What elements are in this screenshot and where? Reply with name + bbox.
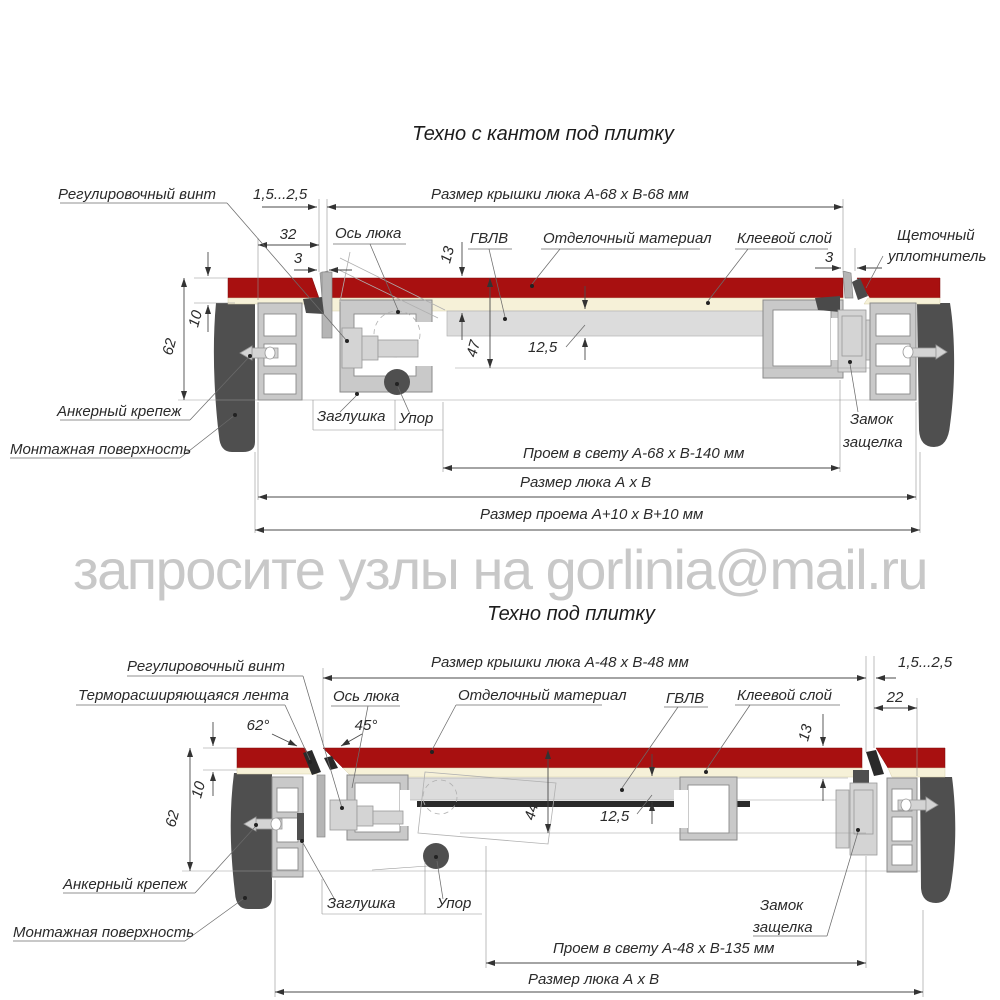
bottom-label-lock-1: Замок [760, 897, 804, 914]
bottom-label-stop: Упор [437, 895, 472, 912]
top-label-mounting-surface: Монтажная поверхность [10, 441, 192, 458]
top-hinge-profile [335, 252, 445, 395]
watermark-text: запросите узлы на gorlinia@mail.ru [72, 538, 928, 601]
bottom-label-clear-opening: Проем в свету А-48 х В-135 мм [553, 940, 775, 957]
bottom-label-gap: 1,5...2,5 [898, 654, 953, 671]
top-label-plug: Заглушка [317, 408, 386, 425]
bottom-dim-10: 10 [188, 779, 210, 801]
bottom-dim-62: 62 [162, 808, 184, 830]
top-label-lock-1: Замок [850, 411, 894, 428]
bottom-left-wall [231, 773, 272, 909]
bottom-tile-left [237, 748, 315, 768]
top-dim-32: 32 [279, 226, 297, 243]
bottom-label-finish-material: Отделочный материал [458, 687, 627, 704]
bottom-label-thermo-tape: Терморасширяющаяся лента [78, 687, 289, 704]
bottom-label-lock-2: защелка [753, 919, 813, 936]
bottom-label-cover-size: Размер крышки люка А-48 х В-48 мм [431, 654, 689, 671]
bottom-gvl-panel [407, 778, 683, 800]
top-tile-left [228, 278, 319, 298]
bottom-adhesive-lid [343, 768, 862, 777]
top-label-gvl: ГВЛВ [470, 230, 509, 247]
bottom-adhesive-right [888, 768, 945, 777]
top-label-lock-2: защелка [843, 434, 903, 451]
bottom-tile-right [876, 748, 945, 768]
bottom-label-mounting-surface: Монтажная поверхность [13, 924, 195, 941]
top-label-adjust-screw: Регулировочный винт [58, 186, 217, 203]
bottom-label-glue-layer: Клеевой слой [737, 687, 832, 704]
bottom-label-anchor: Анкерный крепеж [63, 876, 188, 893]
top-dim-12-5: 12,5 [528, 339, 558, 356]
bottom-labels [13, 654, 953, 988]
top-gvl-panel [447, 311, 768, 336]
top-diagram [10, 123, 986, 533]
bottom-diagram [13, 603, 955, 997]
top-tile-lid [330, 278, 843, 298]
bottom-dim-22: 22 [886, 689, 904, 706]
top-left-wall [214, 303, 255, 452]
top-label-brush-2: уплотнитель [888, 248, 987, 265]
bottom-angle-62: 62° [246, 717, 270, 734]
bottom-lid-edge-profile [317, 775, 325, 837]
bottom-dim-44: 44 [521, 801, 543, 823]
top-kant-left-bar [322, 272, 332, 338]
bottom-right-frame-profile [887, 778, 917, 872]
top-right-wall [917, 303, 954, 447]
bottom-label-gvl: ГВЛВ [666, 690, 705, 707]
top-label-cover-size: Размер крышки люка А-68 х В-68 мм [431, 186, 689, 203]
top-dim-3-right: 3 [824, 249, 834, 266]
top-label-brush-1: Щеточный [897, 227, 975, 244]
bottom-tile-lid [323, 748, 862, 768]
bottom-lock-assembly [674, 770, 877, 855]
top-dim-13: 13 [437, 244, 459, 266]
top-adjust-screw-block [342, 328, 362, 368]
top-label-anchor: Анкерный крепеж [57, 403, 182, 420]
top-dim-3-left: 3 [293, 250, 303, 267]
bottom-angle-45: 45° [354, 717, 378, 734]
top-label-stop: Упор [399, 410, 434, 427]
bottom-title: Техно под плитку [487, 603, 655, 625]
top-label-clear-opening: Проем в свету А-68 х В-140 мм [523, 445, 745, 462]
bottom-label-hatch-axis: Ось люка [333, 688, 400, 705]
top-label-hatch-size: Размер люка А х В [520, 474, 652, 491]
bottom-dim-13: 13 [795, 722, 817, 744]
bottom-dim-12-5: 12,5 [600, 808, 630, 825]
top-dim-62: 62 [159, 336, 181, 358]
top-label-opening-size: Размер проема А+10 х В+10 мм [480, 506, 704, 523]
top-dim-10: 10 [185, 308, 207, 330]
top-label-finish-material: Отделочный материал [543, 230, 712, 247]
bottom-right-wall [920, 777, 955, 903]
bottom-plug-element [297, 813, 304, 840]
bottom-adjust-screw-block [330, 800, 357, 830]
top-label-glue-layer: Клеевой слой [737, 230, 832, 247]
top-kant-right [843, 271, 853, 298]
top-lock-assembly [763, 296, 874, 378]
bottom-label-adjust-screw: Регулировочный винт [127, 658, 286, 675]
top-label-hatch-axis: Ось люка [335, 225, 402, 242]
bottom-label-hatch-size: Размер люка А х В [528, 971, 660, 988]
bottom-label-plug: Заглушка [327, 895, 396, 912]
top-title: Техно с кантом под плитку [412, 123, 674, 145]
top-dim-47: 47 [463, 338, 485, 360]
top-label-gap: 1,5...2,5 [253, 186, 308, 203]
bottom-adhesive-left [237, 768, 317, 774]
